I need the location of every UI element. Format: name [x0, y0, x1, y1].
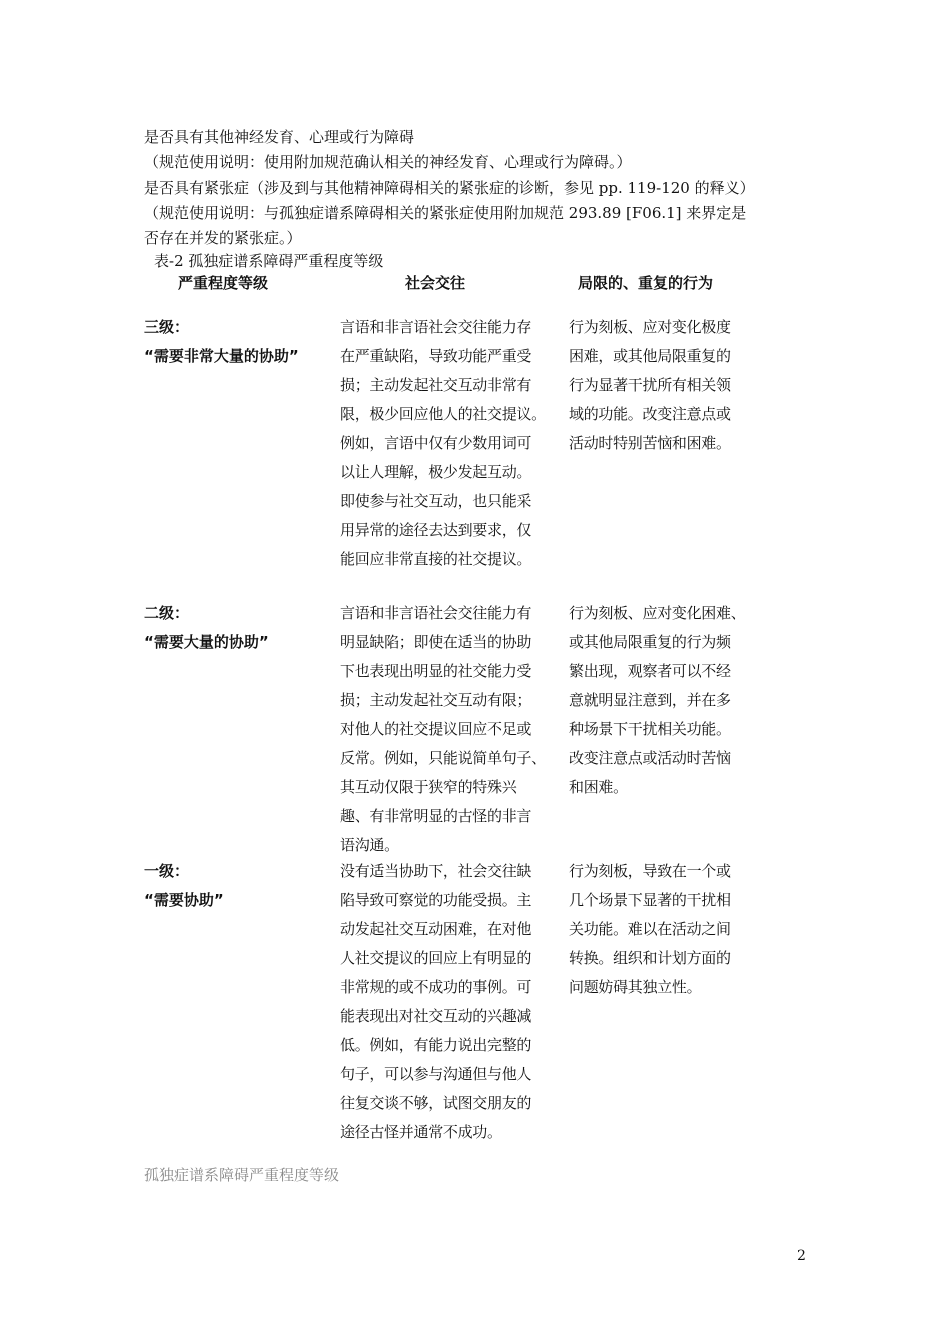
text-line: 以让人理解，极少发起互动。	[340, 463, 532, 481]
text-line: 对他人的社交提议回应不足或	[340, 720, 532, 738]
text-line: 在严重缺陷，导致功能严重受	[340, 347, 532, 365]
text-line: 趣、有非常明显的古怪的非言	[340, 807, 532, 825]
text-line: 言语和非言语社会交往能力存	[340, 318, 532, 336]
paragraph-catatonia-note-1: （规范使用说明：与孤独症谱系障碍相关的紧张症使用附加规范 293.89 [F06.1] 来界定是	[144, 204, 747, 222]
text-line: 即使参与社交互动，也只能采	[340, 492, 532, 510]
text-line: 种场景下干扰相关功能。	[569, 720, 731, 738]
level-3-label: 三级：	[144, 318, 190, 336]
text-line: 动发起社交互动困难，在对他	[340, 920, 532, 938]
text-line: 行为刻板、应对变化困难、	[569, 604, 746, 622]
page-number: 2	[797, 1248, 806, 1264]
level-1-behavior	[569, 857, 731, 1002]
text-line: 域的功能。改变注意点或	[569, 405, 731, 423]
text-line: 途径古怪并通常不成功。	[340, 1123, 502, 1141]
text-line: 人社交提议的回应上有明显的	[340, 949, 532, 967]
table-caption: 表-2 孤独症谱系障碍严重程度等级	[154, 252, 384, 270]
paragraph-other-disorders-note: （规范使用说明：使用附加规范确认相关的神经发育、心理或行为障碍。）	[144, 153, 632, 171]
text-line: 活动时特别苦恼和困难。	[569, 434, 731, 452]
level-2-social	[340, 599, 546, 860]
level-1-social	[340, 857, 531, 1147]
text-line: 和困难。	[569, 778, 628, 796]
text-line: 改变注意点或活动时苦恼	[569, 749, 731, 767]
text-line: 反常。例如，只能说简单句子、	[340, 749, 546, 767]
text-line: 能表现出对社交互动的兴趣减	[340, 1007, 532, 1025]
header-behavior: 局限的、重复的行为	[578, 274, 714, 292]
text-line: 下也表现出明显的社交能力受	[340, 662, 532, 680]
text-line: 其互动仅限于狭窄的特殊兴	[340, 778, 517, 796]
text-line: 损；主动发起社交互动非常有	[340, 376, 532, 394]
level-1-label: 一级：	[144, 862, 190, 880]
text-line: 意就明显注意到，并在多	[569, 691, 731, 709]
text-line: 几个场景下显著的干扰相	[569, 891, 731, 909]
text-line: 或其他局限重复的行为频	[569, 633, 731, 651]
text-line: 语沟通。	[340, 836, 399, 854]
text-line: 明显缺陷；即使在适当的协助	[340, 633, 532, 651]
text-line: 问题妨碍其独立性。	[569, 978, 702, 996]
footer-caption: 孤独症谱系障碍严重程度等级	[144, 1166, 340, 1184]
text-line: 限，极少回应他人的社交提议。	[340, 405, 546, 423]
text-line: 言语和非言语社会交往能力有	[340, 604, 532, 622]
header-severity: 严重程度等级	[178, 274, 269, 292]
text-line: 往复交谈不够，试图交朋友的	[340, 1094, 532, 1112]
level-2-label: 二级：	[144, 604, 190, 622]
level-1-cell	[144, 857, 224, 915]
paragraph-catatonia-note-2: 否存在并发的紧张症。）	[144, 229, 302, 247]
paragraph-catatonia: 是否具有紧张症（涉及到与其他精神障碍相关的紧张症的诊断，参见 pp. 119-120 的释义）	[144, 179, 755, 197]
text-line: 行为刻板、应对变化极度	[569, 318, 731, 336]
level-3-need: “需要非常大量的协助”	[144, 347, 299, 365]
level-3-social	[340, 313, 546, 574]
level-3-cell	[144, 313, 299, 371]
text-line: 行为显著干扰所有相关领	[569, 376, 731, 394]
text-line: 困难，或其他局限重复的	[569, 347, 731, 365]
text-line: 关功能。难以在活动之间	[569, 920, 731, 938]
level-2-behavior	[569, 599, 745, 802]
level-2-need: “需要大量的协助”	[144, 633, 269, 651]
level-3-behavior	[569, 313, 731, 458]
text-line: 非常规的或不成功的事例。可	[340, 978, 532, 996]
text-line: 例如，言语中仅有少数用词可	[340, 434, 532, 452]
header-social: 社会交往	[405, 274, 466, 292]
text-line: 没有适当协助下，社会交往缺	[340, 862, 532, 880]
text-line: 能回应非常直接的社交提议。	[340, 550, 532, 568]
text-line: 转换。组织和计划方面的	[569, 949, 731, 967]
text-line: 损；主动发起社交互动有限；	[340, 691, 532, 709]
text-line: 繁出现，观察者可以不经	[569, 662, 731, 680]
level-2-cell	[144, 599, 269, 657]
text-line: 行为刻板，导致在一个或	[569, 862, 731, 880]
paragraph-other-disorders: 是否具有其他神经发育、心理或行为障碍	[144, 128, 415, 146]
text-line: 低。例如，有能力说出完整的	[340, 1036, 532, 1054]
text-line: 陷导致可察觉的功能受损。主	[340, 891, 532, 909]
text-line: 用异常的途径去达到要求，仅	[340, 521, 532, 539]
level-1-need: “需要协助”	[144, 891, 224, 909]
text-line: 句子，可以参与沟通但与他人	[340, 1065, 532, 1083]
